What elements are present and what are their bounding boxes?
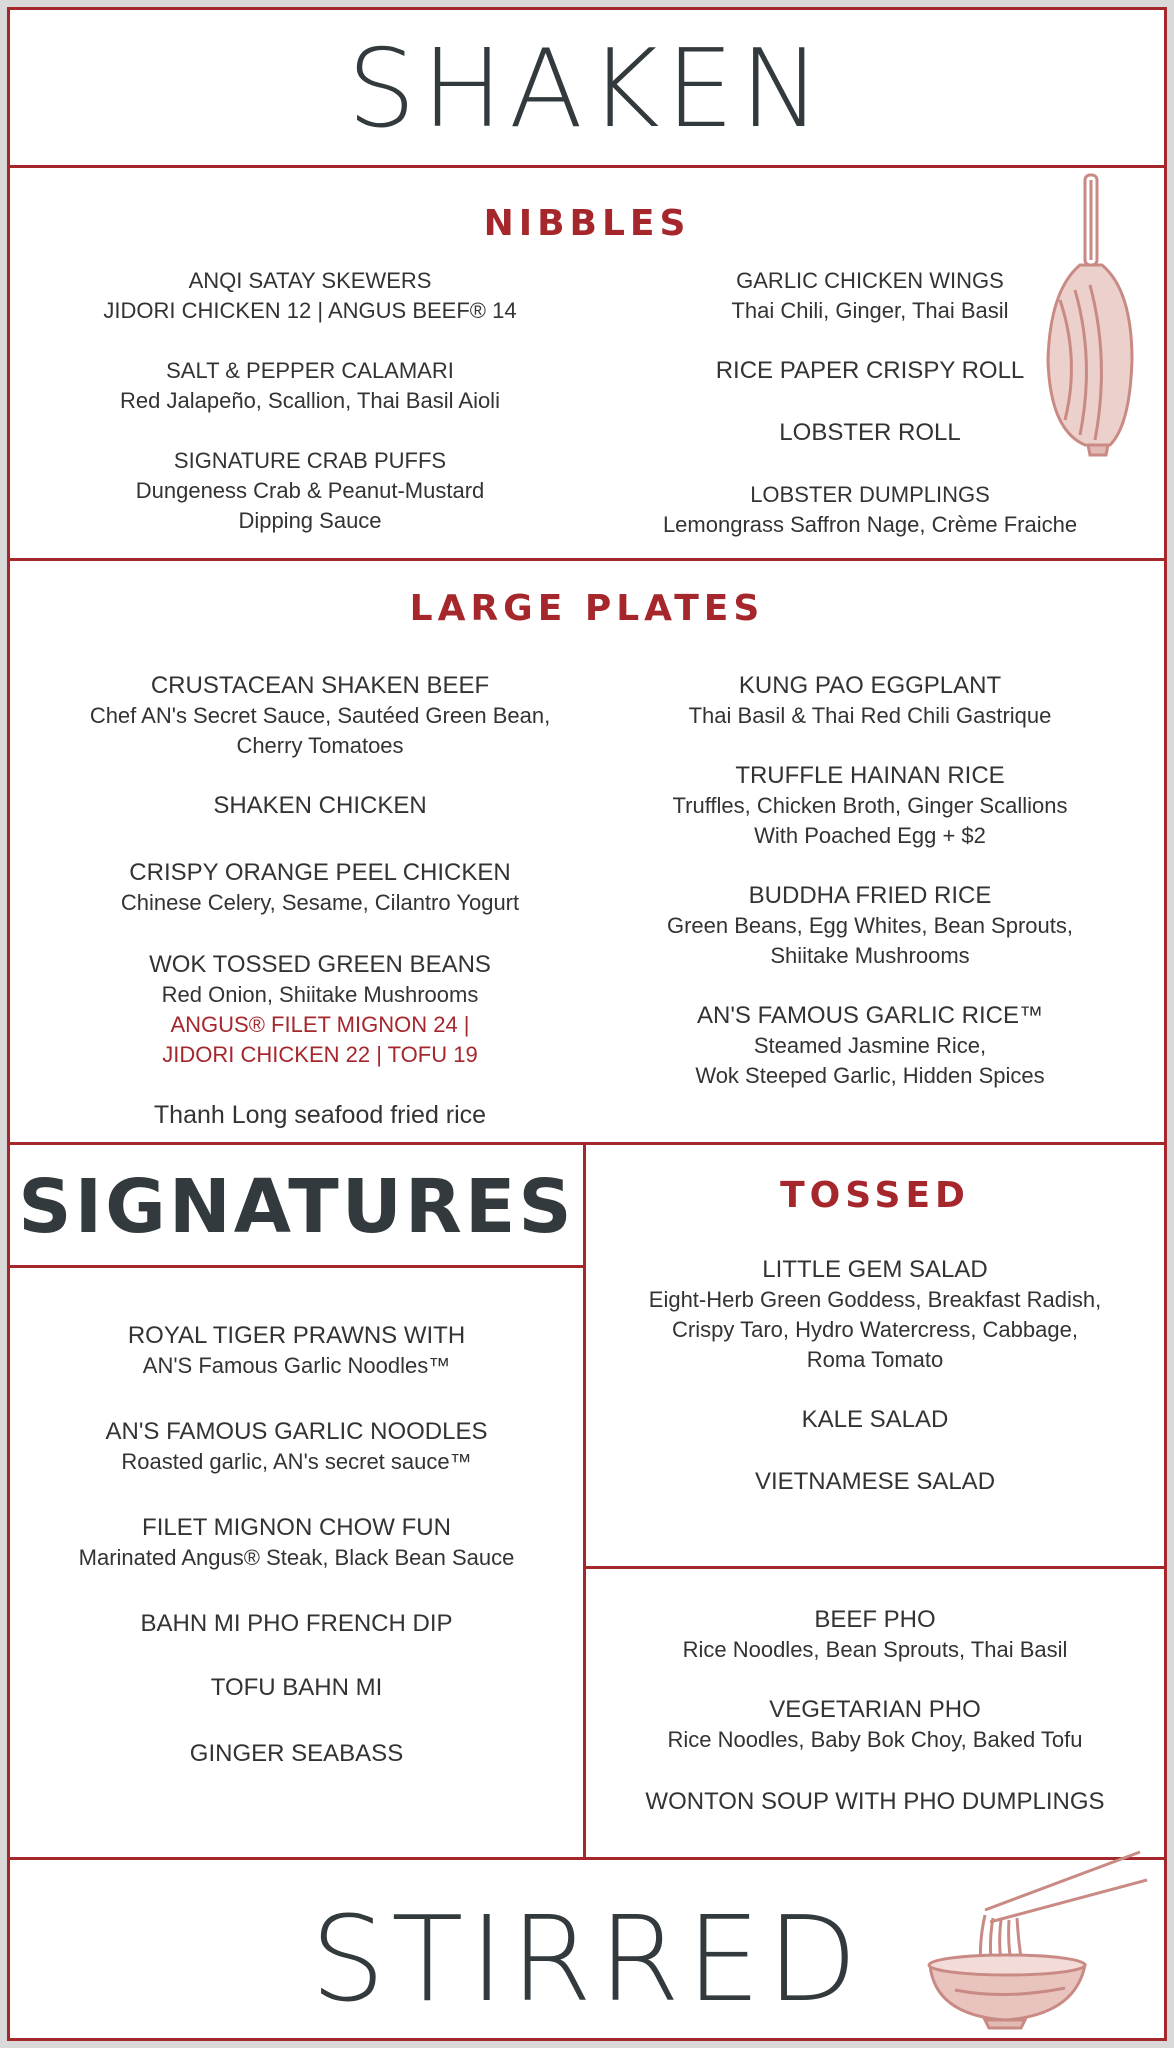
menu-item — [610, 671, 1130, 731]
item-name: Thanh Long seafood fried rice — [153, 1101, 487, 1129]
item-name: KALE SALAD — [801, 1406, 949, 1433]
item-name: SIGNATURE CRAB PUFFS — [173, 448, 447, 473]
nibbles-right-column — [610, 266, 1130, 570]
large-plates-left-column — [50, 671, 590, 1160]
item-desc: AN'S Famous Garlic Noodles™ — [142, 1353, 451, 1378]
menu-item — [10, 1321, 583, 1381]
nibbles-left-column — [50, 266, 570, 566]
item-name: BEEF PHO — [814, 1606, 936, 1633]
item-name: GINGER SEABASS — [189, 1740, 404, 1767]
menu-item — [10, 1609, 583, 1639]
divider — [10, 558, 1164, 561]
menu-item — [50, 266, 570, 326]
item-desc: Rice Noodles, Bean Sprouts, Thai Basil — [682, 1637, 1068, 1662]
item-desc: Truffles, Chicken Broth, Ginger Scallions — [672, 793, 1068, 818]
pho-column — [586, 1605, 1164, 1847]
divider — [586, 1566, 1164, 1569]
item-name: RICE PAPER CRISPY ROLL — [715, 357, 1025, 384]
item-desc: Thai Basil & Thai Red Chili Gastrique — [688, 703, 1052, 728]
menu-item — [610, 418, 1130, 448]
noodle-bowl-icon — [915, 1840, 1155, 2030]
item-desc: Cherry Tomatoes — [236, 733, 404, 758]
item-name: ROYAL TIGER PRAWNS WITH — [127, 1322, 466, 1349]
menu-item — [610, 480, 1130, 540]
item-name: TRUFFLE HAINAN RICE — [735, 762, 1005, 789]
divider — [10, 165, 1164, 168]
item-desc: With Poached Egg + $2 — [754, 823, 986, 848]
menu-item — [610, 1001, 1130, 1091]
menu-item — [586, 1695, 1164, 1755]
item-desc: Chef AN's Secret Sauce, Sautéed Green Bean, — [89, 703, 551, 728]
divider — [10, 1265, 586, 1268]
item-name: AN'S FAMOUS GARLIC NOODLES — [105, 1418, 488, 1445]
divider — [10, 1142, 1164, 1145]
menu-page — [7, 7, 1167, 2041]
menu-item — [50, 671, 590, 761]
item-desc: Rice Noodles, Baby Bok Choy, Baked Tofu — [667, 1727, 1083, 1752]
item-desc: Thai Chili, Ginger, Thai Basil — [731, 298, 1009, 323]
item-desc: Eight-Herb Green Goddess, Breakfast Radish, — [648, 1287, 1102, 1312]
menu-item — [50, 791, 590, 821]
tossed-column — [586, 1255, 1164, 1527]
item-name: LITTLE GEM SALAD — [762, 1256, 988, 1283]
item-desc: Lemongrass Saffron Nage, Crème Fraiche — [662, 512, 1078, 537]
item-name: CRUSTACEAN SHAKEN BEEF — [150, 672, 490, 699]
large-plates-title: LARGE PLATES — [409, 588, 765, 629]
item-desc: Red Onion, Shiitake Mushrooms — [161, 982, 479, 1007]
menu-item — [586, 1467, 1164, 1497]
menu-item — [610, 761, 1130, 851]
menu-item — [586, 1605, 1164, 1665]
item-desc: Chinese Celery, Sesame, Cilantro Yogurt — [120, 890, 520, 915]
item-desc: Crispy Taro, Hydro Watercress, Cabbage, — [672, 1317, 1078, 1342]
item-desc: Steamed Jasmine Rice, — [753, 1033, 987, 1058]
item-desc: Wok Steeped Garlic, Hidden Spices — [695, 1063, 1045, 1088]
shaken-title: SHAKEN — [347, 27, 827, 152]
signatures-column — [10, 1321, 583, 1799]
large-plates-right-column — [610, 671, 1130, 1121]
menu-item — [50, 1100, 590, 1130]
menu-item — [610, 356, 1130, 386]
menu-item — [50, 950, 590, 1070]
item-name: BUDDHA FRIED RICE — [748, 882, 992, 909]
menu-item — [586, 1405, 1164, 1435]
signatures-title: SIGNATURES — [18, 1164, 575, 1250]
item-name: BAHN MI PHO FRENCH DIP — [140, 1610, 453, 1637]
item-name: VIETNAMESE SALAD — [754, 1468, 996, 1495]
item-desc: JIDORI CHICKEN 12 | ANGUS BEEF® 14 — [103, 298, 517, 323]
item-name: KUNG PAO EGGPLANT — [738, 672, 1002, 699]
menu-item — [610, 266, 1130, 326]
item-desc: Dungeness Crab & Peanut-Mustard — [135, 478, 485, 503]
item-desc: Red Jalapeño, Scallion, Thai Basil Aioli — [120, 388, 500, 413]
menu-item — [10, 1739, 583, 1769]
item-desc: Roma Tomato — [806, 1347, 944, 1372]
menu-item — [10, 1673, 583, 1703]
item-desc: Green Beans, Egg Whites, Bean Sprouts, — [666, 913, 1073, 938]
item-name: CRISPY ORANGE PEEL CHICKEN — [129, 859, 511, 886]
item-name: TOFU BAHN MI — [210, 1674, 383, 1701]
item-name: WONTON SOUP WITH PHO DUMPLINGS — [645, 1788, 1105, 1815]
menu-item — [10, 1417, 583, 1477]
item-desc: Shiitake Mushrooms — [770, 943, 970, 968]
menu-item — [610, 881, 1130, 971]
item-name: ANQI SATAY SKEWERS — [188, 268, 432, 293]
item-desc: Roasted garlic, AN's secret sauce™ — [121, 1449, 472, 1474]
menu-item — [50, 858, 590, 918]
menu-item — [50, 446, 570, 536]
item-price: JIDORI CHICKEN 22 | TOFU 19 — [162, 1042, 478, 1067]
tossed-title: TOSSED — [780, 1175, 970, 1216]
item-name: GARLIC CHICKEN WINGS — [736, 268, 1004, 293]
item-name: SALT & PEPPER CALAMARI — [166, 358, 454, 383]
item-price: ANGUS® FILET MIGNON 24 | — [170, 1012, 470, 1037]
item-name: LOBSTER DUMPLINGS — [750, 482, 990, 507]
item-name: WOK TOSSED GREEN BEANS — [149, 951, 491, 978]
item-name: VEGETARIAN PHO — [769, 1696, 981, 1723]
item-desc: Dipping Sauce — [238, 508, 382, 533]
item-name: LOBSTER ROLL — [779, 419, 961, 446]
item-desc: Marinated Angus® Steak, Black Bean Sauce — [78, 1545, 515, 1570]
item-name: FILET MIGNON CHOW FUN — [142, 1514, 451, 1541]
menu-item — [586, 1787, 1164, 1817]
nibbles-title: NIBBLES — [483, 203, 691, 244]
menu-item — [50, 356, 570, 416]
item-name: SHAKEN CHICKEN — [213, 792, 427, 819]
menu-item — [10, 1513, 583, 1573]
stirred-title: STIRRED — [310, 1890, 864, 2028]
item-name: AN'S FAMOUS GARLIC RICE™ — [697, 1002, 1043, 1029]
menu-item — [586, 1255, 1164, 1375]
